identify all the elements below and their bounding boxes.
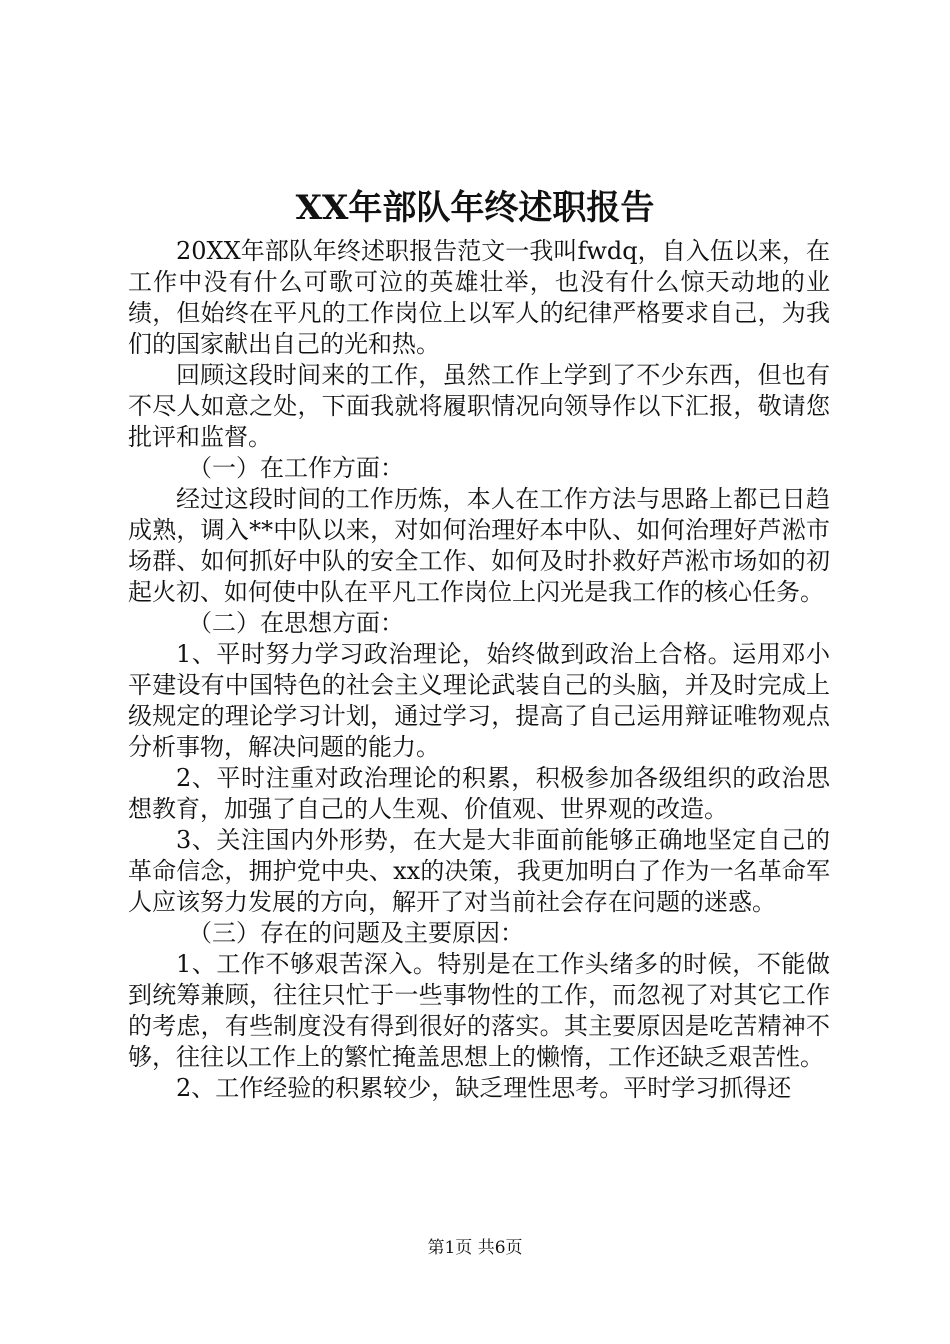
paragraph-thought-1: 1、平时努力学习政治理论，始终做到政治上合格。运用邓小平建设有中国特色的社会主义理论武装自己的头脑，并及时完成上级规定的理论学习计划，通过学习，提高了自己运用辩证唯物观点分析事物，解决问题的能力。 xyxy=(128,640,830,761)
page-footer: 第1页 共6页 xyxy=(427,1238,523,1258)
document-title: XX年部队年终述职报告 xyxy=(295,188,655,228)
paragraph-problems-2: 2、工作经验的积累较少，缺乏理性思考。平时学习抓得还 xyxy=(176,1074,792,1102)
section-heading-thought: （二）在思想方面： xyxy=(188,609,404,637)
document-body xyxy=(128,236,830,1104)
section-heading-problems: （三）存在的问题及主要原因： xyxy=(188,919,524,947)
paragraph-work: 经过这段时间的工作历炼，本人在工作方法与思路上都已日趋成熟，调入**中队以来，对如何治理好本中队、如何治理好芦淞市场群、如何抓好中队的安全工作、如何及时扑救好芦淞市场如的初起火初、如何使中队在平凡工作岗位上闪光是我工作的核心任务。 xyxy=(128,485,830,606)
paragraph-problems-1: 1、工作不够艰苦深入。特别是在工作头绪多的时候，不能做到统筹兼顾，往往只忙于一些事物性的工作，而忽视了对其它工作的考虑，有些制度没有得到很好的落实。其主要原因是吃苦精神不够，往往以工作上的繁忙掩盖思想上的懒惰，工作还缺乏艰苦性。 xyxy=(128,950,830,1071)
paragraph-review: 回顾这段时间来的工作，虽然工作上学到了不少东西，但也有不尽人如意之处，下面我就将履职情况向领导作以下汇报，敬请您批评和监督。 xyxy=(128,361,830,451)
paragraph-thought-2: 2、平时注重对政治理论的积累，积极参加各级组织的政治思想教育，加强了自己的人生观、价值观、世界观的改造。 xyxy=(128,764,830,823)
paragraph-thought-3: 3、关注国内外形势，在大是大非面前能够正确地坚定自己的革命信念，拥护党中央、xx的决策，我更加明白了作为一名革命军人应该努力发展的方向，解开了对当前社会存在问题的迷惑。 xyxy=(128,826,830,916)
section-heading-work: （一）在工作方面： xyxy=(188,454,404,482)
paragraph-intro: 20XX年部队年终述职报告范文一我叫fwdq，自入伍以来，在工作中没有什么可歌可泣的英雄壮举，也没有什么惊天动地的业绩，但始终在平凡的工作岗位上以军人的纪律严格要求自己，为我们的国家献出自己的光和热。 xyxy=(128,237,830,358)
